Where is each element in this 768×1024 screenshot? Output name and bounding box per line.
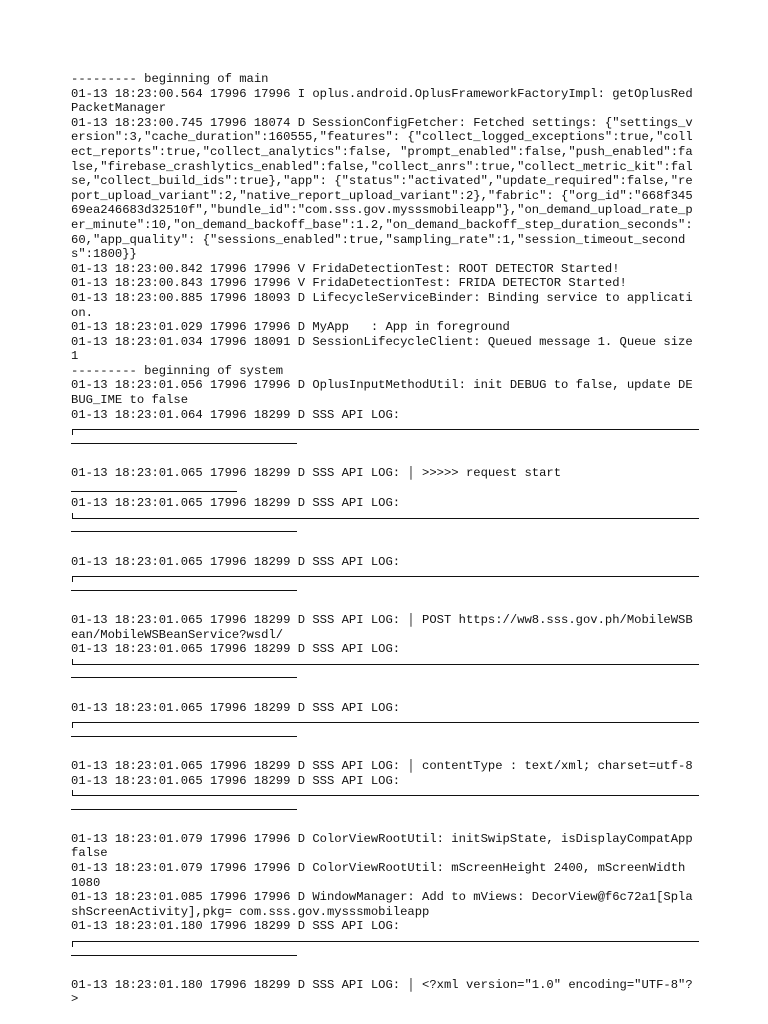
log-line: 01-13 18:23:01.065 17996 18299 D SSS API LOG: (71, 554, 401, 569)
box-top-rule (71, 422, 699, 437)
log-line: 01-13 18:23:01.065 17996 18299 D SSS API LOG: (71, 496, 401, 511)
box-rule-continuation (71, 584, 699, 599)
underline-fill (71, 482, 237, 496)
log-line: 01-13 18:23:01.180 17996 18299 D SSS API LOG: (71, 919, 401, 934)
box-rule-continuation (71, 803, 699, 818)
log-line: 01-13 18:23:01.065 17996 18299 D SSS API LOG: │ POST https://ww8.sss.gov.ph/MobileWSBean/MobileWSBeanService?wsdl/ (71, 612, 693, 642)
log-line: 01-13 18:23:01.064 17996 18299 D SSS API LOG: (71, 407, 401, 422)
box-bottom-rule (71, 657, 699, 672)
box-bottom-rule (71, 788, 699, 803)
log-line: 01-13 18:23:00.885 17996 18093 D LifecycleServiceBinder: Binding service to application. (71, 290, 693, 320)
box-top-rule (71, 569, 699, 584)
log-line: 01-13 18:23:01.079 17996 17996 D ColorViewRootUtil: initSwipState, isDisplayCompatApp false (71, 831, 700, 861)
box-top-rule (71, 715, 699, 730)
log-line: 01-13 18:23:01.065 17996 18299 D SSS API LOG: (71, 642, 401, 657)
log-line: --------- beginning of system (71, 363, 284, 378)
log-line: 01-13 18:23:00.843 17996 17996 V FridaDetectionTest: FRIDA DETECTOR Started! (71, 276, 627, 291)
box-rule-continuation (71, 437, 699, 452)
box-rule-continuation (71, 730, 699, 745)
log-document (71, 72, 699, 1007)
log-line: 01-13 18:23:00.842 17996 17996 V FridaDetectionTest: ROOT DETECTOR Started! (71, 261, 620, 276)
log-line: 01-13 18:23:01.029 17996 17996 D MyApp : App in foreground (71, 320, 510, 335)
log-line: 01-13 18:23:01.065 17996 18299 D SSS API LOG: │ >>>>> request start (71, 466, 699, 496)
log-line: 01-13 18:23:01.034 17996 18091 D SessionLifecycleClient: Queued message 1. Queue size 1 (71, 334, 700, 364)
log-line: 01-13 18:23:01.085 17996 17996 D WindowManager: Add to mViews: DecorView@f6c72a1[SplashScreenActivity],pkg= com.sss.gov.mysssmobileapp (71, 890, 693, 919)
log-line: 01-13 18:23:01.079 17996 17996 D ColorViewRootUtil: mScreenHeight 2400, mScreenWidth 1080 (71, 861, 693, 890)
log-line: 01-13 18:23:01.065 17996 18299 D SSS API LOG: │ contentType : text/xml; charset=utf-8 (71, 758, 693, 773)
box-top-rule (71, 934, 699, 949)
log-line: 01-13 18:23:00.745 17996 18074 D SessionConfigFetcher: Fetched settings: {"settings_version":3,"cache_duration":160555,"features": {"collect_logged_exceptions":true,"collect_reports":true,"collect_analytics":false, "prompt_enabled":false,"push_enabled":false,"firebase_crashlytics_enabled":false,"collect_anrs":true,"collect_metric_kit":false,"collect_build_ids":true},"app": {"status":"activated","update_required":false,"report_upload_variant":2,"native_report_upload_variant":2},"fabric": {"org_id":"668f34569ea246683d32510f","bundle_id":"com.sss.gov.mysssmobileapp"},"on_demand_upload_rate_per_minute":10,"on_demand_backoff_base":1.2,"on_demand_backoff_step_duration_seconds":60,"app_quality": {"sessions_enabled":true,"sampling_rate":1,"session_timeout_seconds":1800}} (71, 115, 693, 262)
log-line: 01-13 18:23:01.056 17996 17996 D OplusInputMethodUtil: init DEBUG to false, update DEBUG_IME to false (71, 378, 693, 408)
box-rule-continuation (71, 671, 699, 686)
log-line: 01-13 18:23:01.065 17996 18299 D SSS API LOG: (71, 700, 401, 715)
box-bottom-rule (71, 511, 699, 526)
log-line: 01-13 18:23:00.564 17996 17996 I oplus.android.OplusFrameworkFactoryImpl: getOplusRedPacketManager (71, 86, 693, 116)
box-rule-continuation (71, 525, 699, 540)
log-line: --------- beginning of main (71, 72, 269, 86)
box-rule-continuation (71, 949, 699, 964)
log-line: 01-13 18:23:01.065 17996 18299 D SSS API LOG: (71, 773, 401, 788)
log-line: 01-13 18:23:01.180 17996 18299 D SSS API LOG: │ <?xml version="1.0" encoding="UTF-8"?> (71, 977, 693, 1007)
